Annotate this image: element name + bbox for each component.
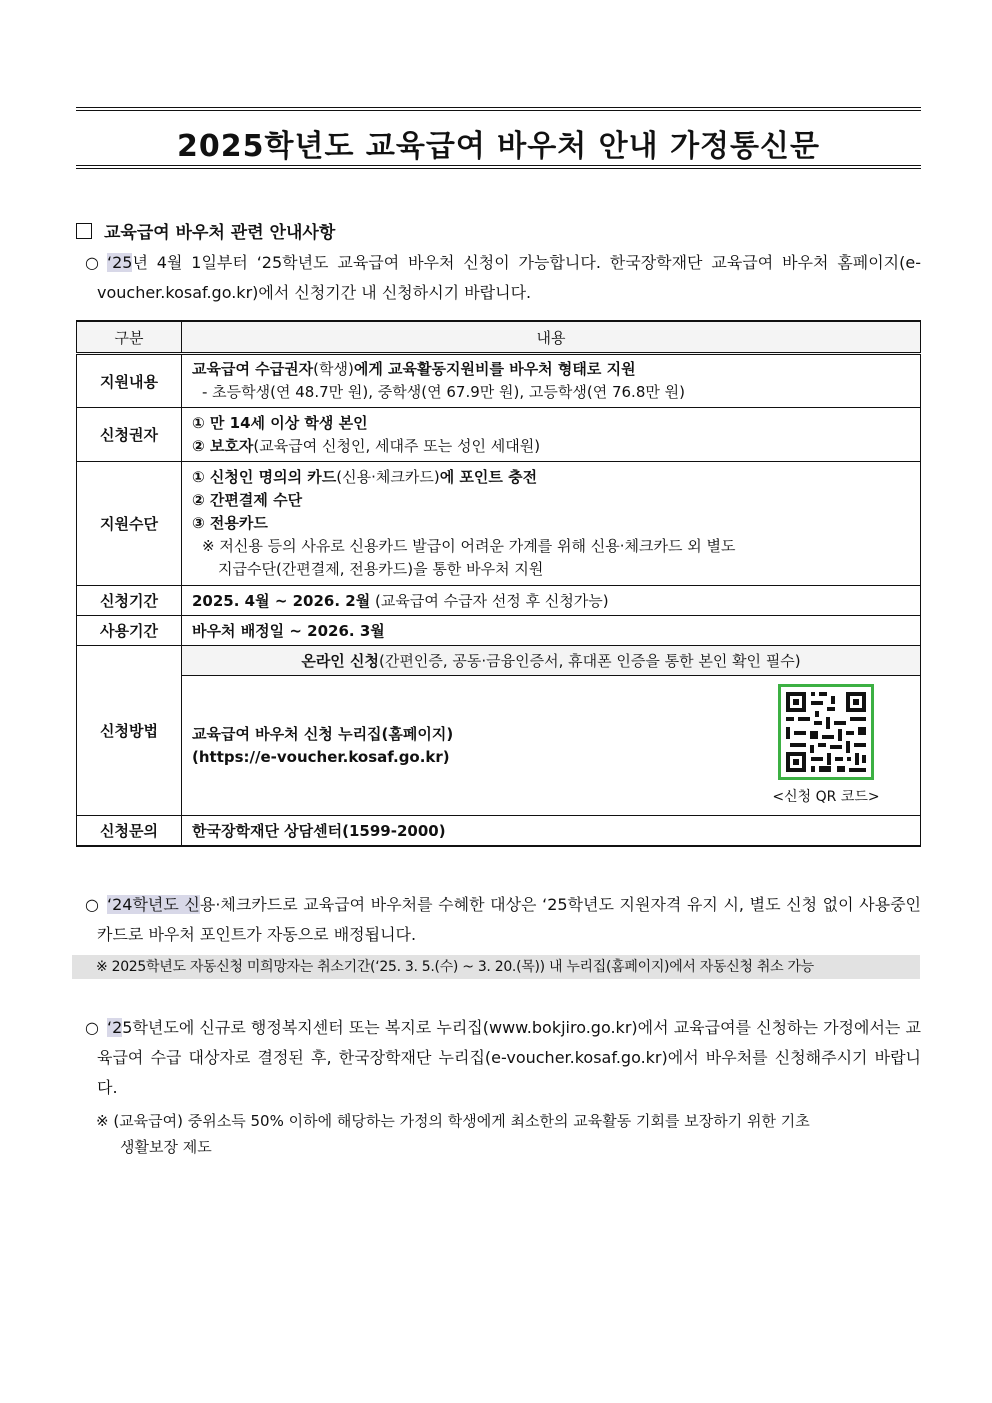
qr-block (766, 684, 886, 806)
use-content: 바우처 배정일 ~ 2026. 3월 (182, 616, 921, 646)
definition-note-line2: 생활보장 제도 (120, 1138, 212, 1156)
definition-note-line1: ※ (교육급여) 중위소득 50% 이하에 해당하는 가정의 학생에게 최소한의 교육활동 기회를 보장하기 위한 기초 (96, 1112, 810, 1130)
header-content: 내용 (182, 321, 921, 354)
intro-mark: ‘25 (107, 253, 133, 272)
checkbox-square-icon (76, 223, 92, 239)
new-applicant-paragraph (85, 1013, 921, 1103)
support-line1-bold2: 에게 교육활동지원비를 바우처 형태로 지원 (353, 360, 636, 378)
period-bold: 2025. 4월 ~ 2026. 2월 (192, 592, 371, 610)
label-support: 지원내용 (77, 354, 182, 408)
row-applicant (77, 408, 921, 462)
label-period: 신청기간 (77, 586, 182, 616)
means-line2: ② 간편결제 수단 (192, 491, 303, 509)
row-means (77, 462, 921, 586)
definition-note (96, 1108, 921, 1160)
para2-text: 용·체크카드로 교육급여 바우처를 수혜한 대상은 ‘25학년도 지원자격 유지 시, 별도 신청 없이 사용중인 카드로 바우처 포인트가 자동으로 배정됩니다. (97, 895, 921, 944)
label-applicant: 신청권자 (77, 408, 182, 462)
info-table (76, 320, 921, 847)
bullet-icon: ○ (85, 895, 99, 914)
method-online-normal: (간편인증, 공동·금융인증서, 휴대폰 인증을 통한 본인 확인 필수) (379, 652, 801, 670)
row-inquiry (77, 816, 921, 846)
means-line1-normal: (신용·체크카드) (336, 468, 440, 486)
header-category: 구분 (77, 321, 182, 354)
support-line1-bold: 교육급여 수급권자 (192, 360, 314, 378)
para3-mark: ‘2 (107, 1018, 123, 1037)
method-site-url[interactable]: (https://e-voucher.kosaf.go.kr) (192, 747, 450, 766)
means-line1-bold2: 에 포인트 충전 (439, 468, 538, 486)
auto-assign-paragraph (85, 890, 921, 950)
applicant-line1: ① 만 14세 이상 학생 본인 (192, 413, 368, 432)
means-note1: ※ 저신용 등의 사유로 신용카드 발급이 어려운 가계를 위해 신용·체크카드 외 별도 (202, 537, 736, 555)
means-content (182, 462, 921, 586)
label-means: 지원수단 (77, 462, 182, 586)
means-note2: 지급수단(간편결제, 전용카드)을 통한 바우처 지원 (218, 560, 544, 578)
method-site-line1: 교육급여 바우처 신청 누리집(홈페이지) (192, 724, 454, 743)
applicant-line2-normal: (교육급여 신청인, 세대주 또는 성인 세대원) (253, 436, 541, 455)
row-support (77, 354, 921, 408)
label-use: 사용기간 (77, 616, 182, 646)
row-use (77, 616, 921, 646)
bullet-icon: ○ (85, 1018, 99, 1037)
inquiry-content: 한국장학재단 상담센터(1599-2000) (182, 816, 921, 846)
intro-text: 년 4월 1일부터 ‘25학년도 교육급여 바우처 신청이 가능합니다. 한국장학재단 교육급여 바우처 홈페이지(e-voucher.kosaf.go.kr)에서 신청기간 내 신청하시기 바랍니다. (97, 253, 921, 302)
row-method-site (77, 676, 921, 816)
qr-code-icon[interactable] (778, 684, 874, 780)
intro-paragraph (85, 248, 921, 308)
section-heading-text: 교육급여 바우처 관련 안내사항 (104, 223, 336, 243)
method-online (182, 646, 921, 676)
bullet-icon: ○ (85, 253, 99, 272)
applicant-content (182, 408, 921, 462)
label-inquiry: 신청문의 (77, 816, 182, 846)
row-period (77, 586, 921, 616)
qr-caption: <신청 QR 코드> (772, 789, 880, 805)
method-online-bold: 온라인 신청 (301, 652, 380, 670)
support-line1-normal: (학생) (313, 360, 354, 378)
cancel-note: ※ 2025학년도 자동신청 미희망자는 취소기간(‘25. 3. 5.(수) ~ 3. 20.(목)) 내 누리집(홈페이지)에서 자동신청 취소 가능 (96, 959, 814, 975)
means-line1-bold: ① 신청인 명의의 카드 (192, 468, 337, 486)
means-line3: ③ 전용카드 (192, 514, 268, 532)
period-normal: (교육급여 수급자 선정 후 신청가능) (375, 592, 609, 610)
method-site (182, 676, 921, 816)
para3-text: 5학년도에 신규로 행정복지센터 또는 복지로 누리집(www.bokjiro.go.kr)에서 교육급여를 신청하는 가정에서는 교육급여 수급 대상자로 결정된 후, 한국장학재단 누리집(e-voucher.kosaf.go.kr)에서 바우처를 신청해주시기 바랍니다. (97, 1018, 921, 1097)
para2-mark: ‘24학년도 신 (107, 895, 200, 914)
label-method: 신청방법 (77, 646, 182, 816)
applicant-line2-bold: ② 보호자 (192, 436, 254, 455)
support-content (182, 354, 921, 408)
period-content (182, 586, 921, 616)
support-line2: - 초등학생(연 48.7만 원), 중학생(연 67.9만 원), 고등학생(연 76.8만 원) (202, 383, 685, 401)
page-title: 2025학년도 교육급여 바우처 안내 가정통신문 (177, 129, 820, 164)
row-method-online (77, 646, 921, 676)
section-heading (76, 218, 335, 243)
title-box (76, 107, 921, 169)
